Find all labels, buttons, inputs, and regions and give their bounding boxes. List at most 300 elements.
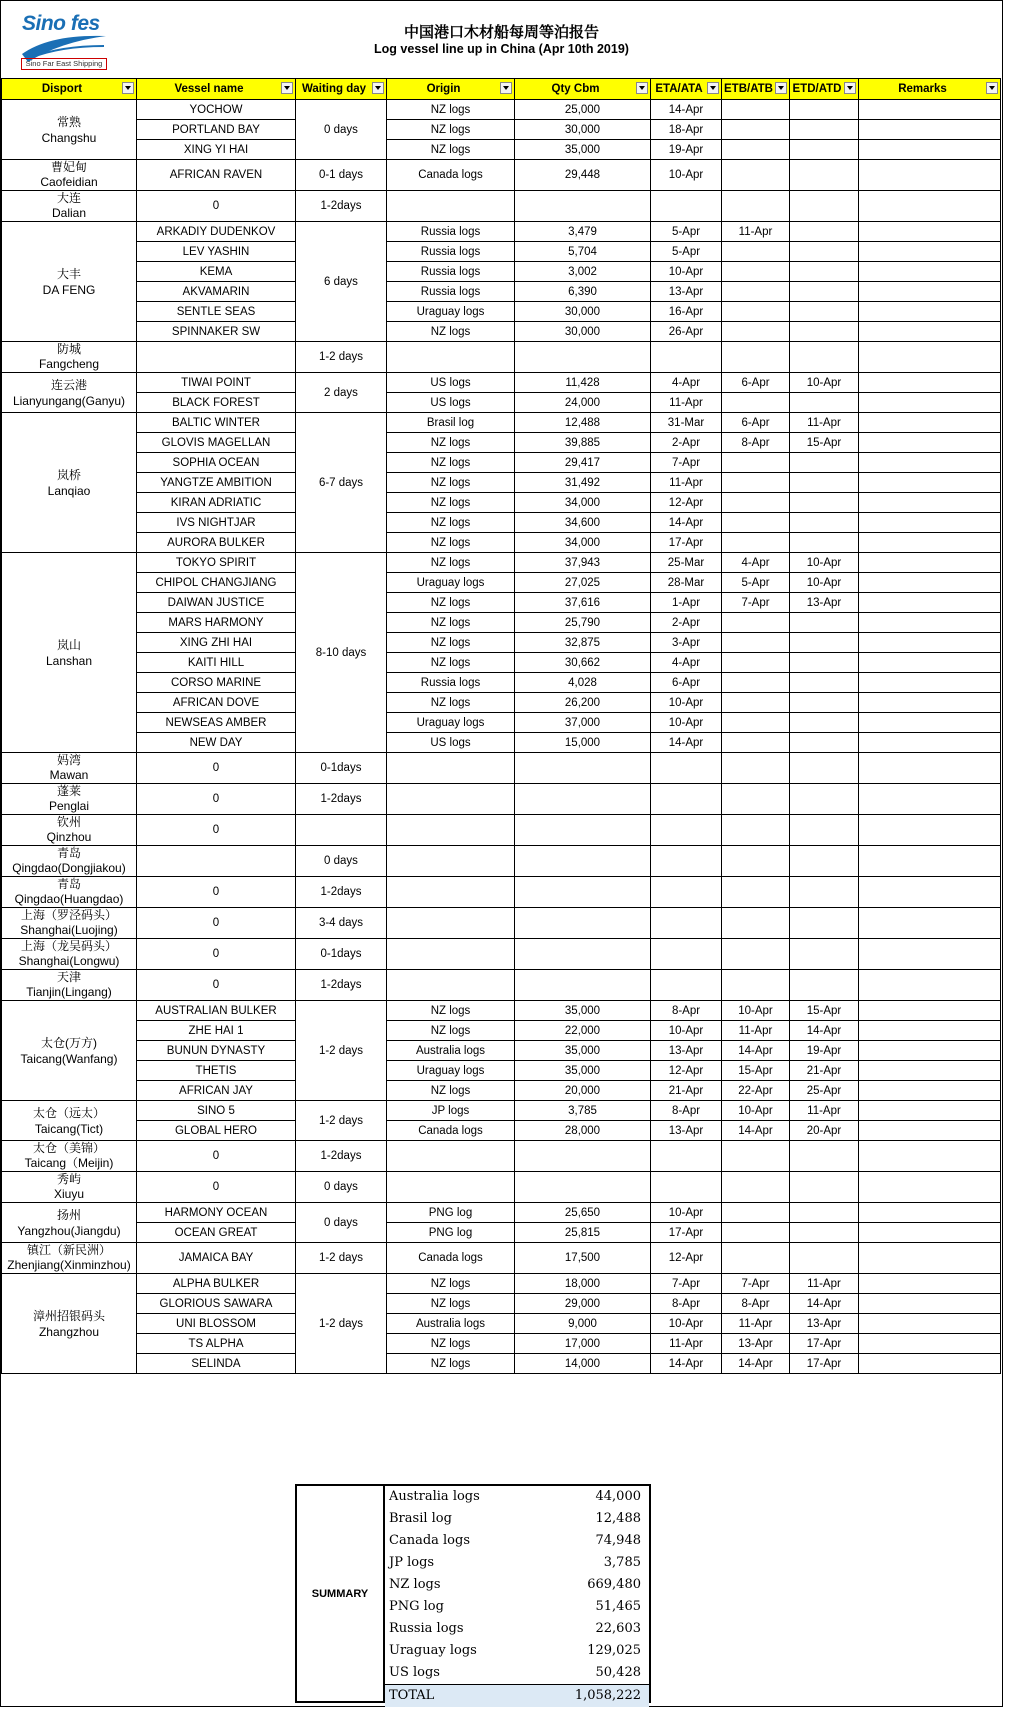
remarks-cell <box>859 1061 1001 1081</box>
eta-cell: 8-Apr <box>651 1001 722 1021</box>
etd-cell <box>790 120 859 140</box>
etb-cell <box>722 322 790 342</box>
etb-cell: 4-Apr <box>722 553 790 573</box>
eta-cell: 14-Apr <box>651 1354 722 1374</box>
etb-cell <box>722 673 790 693</box>
vessel-name-cell: IVS NIGHTJAR <box>137 513 296 533</box>
etb-cell <box>722 393 790 413</box>
etd-cell: 15-Apr <box>790 433 859 453</box>
disport-cell <box>2 1243 137 1274</box>
origin-cell: US logs <box>387 393 515 413</box>
origin-cell <box>387 342 515 373</box>
summary-qty: 74,948 <box>595 1533 641 1548</box>
etb-cell: 10-Apr <box>722 1101 790 1121</box>
vessel-name-cell: YANGTZE AMBITION <box>137 473 296 493</box>
vessel-name-cell: AKVAMARIN <box>137 282 296 302</box>
vessel-name-cell <box>137 342 296 373</box>
waiting-day-cell: 0 days <box>296 846 387 877</box>
origin-cell: JP logs <box>387 1101 515 1121</box>
etd-cell <box>790 713 859 733</box>
etd-cell <box>790 493 859 513</box>
table-row <box>2 393 1001 413</box>
vessel-name-cell: 0 <box>137 191 296 222</box>
eta-cell: 8-Apr <box>651 1101 722 1121</box>
table-row <box>2 846 1001 877</box>
summary-row <box>385 1508 649 1530</box>
vessel-name-cell: KAITI HILL <box>137 653 296 673</box>
origin-cell: Canada logs <box>387 1121 515 1141</box>
vessel-name-cell: AFRICAN RAVEN <box>137 160 296 191</box>
qty-cell: 34,000 <box>515 533 651 553</box>
qty-cell: 31,492 <box>515 473 651 493</box>
remarks-cell <box>859 453 1001 473</box>
remarks-cell <box>859 1243 1001 1274</box>
disport-name-cn: 镇江（新民洲） <box>26 1243 111 1257</box>
filter-dropdown-icon[interactable] <box>372 82 384 94</box>
qty-cell: 17,000 <box>515 1334 651 1354</box>
etd-cell <box>790 191 859 222</box>
table-row <box>2 753 1001 784</box>
eta-cell <box>651 191 722 222</box>
eta-cell: 14-Apr <box>651 513 722 533</box>
vessel-name-cell: AFRICAN JAY <box>137 1081 296 1101</box>
etb-cell: 11-Apr <box>722 1021 790 1041</box>
qty-cell: 3,479 <box>515 222 651 242</box>
vessel-name-cell: SELINDA <box>137 1354 296 1374</box>
disport-name-en: Lanshan <box>45 653 93 668</box>
table-row <box>2 1294 1001 1314</box>
etb-cell <box>722 282 790 302</box>
vessel-name-cell: 0 <box>137 908 296 939</box>
disport-name-cn: 秀屿 <box>56 1172 81 1186</box>
etb-cell: 8-Apr <box>722 1294 790 1314</box>
qty-cell: 30,000 <box>515 302 651 322</box>
table-row <box>2 191 1001 222</box>
etb-cell <box>722 1172 790 1203</box>
table-row <box>2 1081 1001 1101</box>
disport-name-cn: 太仓(万方) <box>41 1035 97 1050</box>
origin-cell: Uraguay logs <box>387 1061 515 1081</box>
table-row <box>2 1141 1001 1172</box>
qty-cell: 37,943 <box>515 553 651 573</box>
remarks-cell <box>859 1081 1001 1101</box>
vessel-name-cell: 0 <box>137 815 296 846</box>
waiting-day-cell: 0-1days <box>296 939 387 970</box>
qty-cell: 25,650 <box>515 1203 651 1223</box>
table-row <box>2 140 1001 160</box>
vessel-name-cell: XING ZHI HAI <box>137 633 296 653</box>
origin-cell: Russia logs <box>387 242 515 262</box>
summary-row <box>385 1662 649 1684</box>
qty-cell: 30,662 <box>515 653 651 673</box>
origin-cell: NZ logs <box>387 120 515 140</box>
etd-cell: 13-Apr <box>790 593 859 613</box>
vessel-name-cell: MARS HARMONY <box>137 613 296 633</box>
eta-cell: 10-Apr <box>651 1203 722 1223</box>
summary-qty: 44,000 <box>595 1489 641 1504</box>
vessel-name-cell: TIWAI POINT <box>137 373 296 393</box>
etd-cell <box>790 282 859 302</box>
vessel-name-cell: DAIWAN JUSTICE <box>137 593 296 613</box>
remarks-cell <box>859 100 1001 120</box>
table-row <box>2 939 1001 970</box>
qty-cell: 3,785 <box>515 1101 651 1121</box>
eta-cell: 17-Apr <box>651 1223 722 1243</box>
disport-name-en: Qinzhou <box>46 830 92 844</box>
disport-name-en: Yangzhou(Jiangdu) <box>17 1223 121 1238</box>
disport-name-cn: 大连 <box>56 191 81 205</box>
waiting-day-cell: 0 days <box>296 1172 387 1203</box>
etb-cell: 14-Apr <box>722 1354 790 1374</box>
eta-cell <box>651 908 722 939</box>
etd-cell <box>790 693 859 713</box>
column-header <box>651 79 722 100</box>
etb-cell: 5-Apr <box>722 573 790 593</box>
disport-name-en: Lianyungang(Ganyu) <box>12 393 126 408</box>
waiting-day-cell: 1-2days <box>296 970 387 1001</box>
filter-dropdown-icon[interactable] <box>844 82 856 94</box>
origin-cell: NZ logs <box>387 693 515 713</box>
etb-cell <box>722 713 790 733</box>
disport-name-en: Lanqiao <box>47 483 91 498</box>
eta-cell: 14-Apr <box>651 733 722 753</box>
eta-cell: 11-Apr <box>651 1334 722 1354</box>
origin-cell: Russia logs <box>387 222 515 242</box>
etb-cell <box>722 493 790 513</box>
etb-cell <box>722 1141 790 1172</box>
origin-cell <box>387 1172 515 1203</box>
disport-name-en: Caofeidian <box>40 175 98 189</box>
remarks-cell <box>859 633 1001 653</box>
eta-cell: 8-Apr <box>651 1294 722 1314</box>
waiting-day-cell: 1-2 days <box>296 1001 387 1101</box>
disport-name-en: Zhenjiang(Xinminzhou) <box>7 1258 131 1272</box>
etb-cell <box>722 302 790 322</box>
etd-cell <box>790 1223 859 1243</box>
filter-dropdown-icon[interactable] <box>707 82 719 94</box>
etb-cell <box>722 970 790 1001</box>
qty-cell: 25,790 <box>515 613 651 633</box>
origin-cell: NZ logs <box>387 593 515 613</box>
eta-cell: 10-Apr <box>651 1314 722 1334</box>
table-row <box>2 1021 1001 1041</box>
qty-cell: 12,488 <box>515 413 651 433</box>
eta-cell: 16-Apr <box>651 302 722 322</box>
remarks-cell <box>859 140 1001 160</box>
remarks-cell <box>859 1203 1001 1223</box>
origin-cell: Russia logs <box>387 673 515 693</box>
origin-cell <box>387 970 515 1001</box>
remarks-cell <box>859 653 1001 673</box>
qty-cell: 3,002 <box>515 262 651 282</box>
remarks-cell <box>859 160 1001 191</box>
remarks-cell <box>859 693 1001 713</box>
remarks-cell <box>859 939 1001 970</box>
eta-cell: 7-Apr <box>651 453 722 473</box>
vessel-name-cell: THETIS <box>137 1061 296 1081</box>
origin-cell: NZ logs <box>387 553 515 573</box>
disport-name-en: Xiuyu <box>53 1187 85 1201</box>
remarks-cell <box>859 713 1001 733</box>
etd-cell <box>790 242 859 262</box>
column-header <box>296 79 387 100</box>
etb-cell: 7-Apr <box>722 593 790 613</box>
remarks-cell <box>859 573 1001 593</box>
origin-cell: NZ logs <box>387 100 515 120</box>
vessel-name-cell: KIRAN ADRIATIC <box>137 493 296 513</box>
disport-cell <box>2 1101 137 1141</box>
origin-cell: NZ logs <box>387 653 515 673</box>
vessel-name-cell: 0 <box>137 1172 296 1203</box>
table-row <box>2 533 1001 553</box>
summary-origin: US logs <box>389 1665 440 1680</box>
etb-cell: 14-Apr <box>722 1121 790 1141</box>
vessel-name-cell: AUSTRALIAN BULKER <box>137 1001 296 1021</box>
table-row <box>2 1243 1001 1274</box>
remarks-cell <box>859 1172 1001 1203</box>
waiting-day-cell: 1-2 days <box>296 1101 387 1141</box>
remarks-cell <box>859 846 1001 877</box>
remarks-cell <box>859 1001 1001 1021</box>
table-row <box>2 473 1001 493</box>
qty-cell <box>515 939 651 970</box>
disport-name-cn: 曹妃甸 <box>50 160 87 174</box>
etd-cell <box>790 453 859 473</box>
eta-cell <box>651 815 722 846</box>
origin-cell: Canada logs <box>387 1243 515 1274</box>
disport-cell <box>2 342 137 373</box>
origin-cell: NZ logs <box>387 1274 515 1294</box>
summary-qty: 129,025 <box>587 1643 641 1658</box>
etb-cell <box>722 1223 790 1243</box>
vessel-name-cell: PORTLAND BAY <box>137 120 296 140</box>
qty-cell: 24,000 <box>515 393 651 413</box>
vessel-name-cell <box>137 846 296 877</box>
qty-cell <box>515 191 651 222</box>
origin-cell: NZ logs <box>387 613 515 633</box>
origin-cell <box>387 191 515 222</box>
etd-cell <box>790 970 859 1001</box>
remarks-cell <box>859 1354 1001 1374</box>
filter-dropdown-icon[interactable] <box>986 82 998 94</box>
eta-cell: 5-Apr <box>651 242 722 262</box>
table-row <box>2 573 1001 593</box>
vessel-name-cell: NEW DAY <box>137 733 296 753</box>
eta-cell: 12-Apr <box>651 1061 722 1081</box>
table-row <box>2 633 1001 653</box>
etd-cell <box>790 815 859 846</box>
remarks-cell <box>859 733 1001 753</box>
etd-cell <box>790 877 859 908</box>
disport-name-en: Mawan <box>49 768 89 782</box>
etb-cell <box>722 1203 790 1223</box>
table-row <box>2 1314 1001 1334</box>
eta-cell: 10-Apr <box>651 262 722 282</box>
table-row <box>2 613 1001 633</box>
qty-cell: 29,417 <box>515 453 651 473</box>
etd-cell <box>790 262 859 282</box>
etb-cell: 7-Apr <box>722 1274 790 1294</box>
table-row <box>2 815 1001 846</box>
qty-cell <box>515 1141 651 1172</box>
summary-row <box>385 1486 649 1508</box>
etd-cell <box>790 753 859 784</box>
table-row <box>2 673 1001 693</box>
table-row <box>2 1334 1001 1354</box>
origin-cell: PNG log <box>387 1223 515 1243</box>
disport-name-cn: 太仓（美锦） <box>32 1141 105 1155</box>
filter-dropdown-icon[interactable] <box>636 82 648 94</box>
disport-name-en: Dalian <box>51 206 87 220</box>
qty-cell: 37,616 <box>515 593 651 613</box>
disport-name-cn: 青岛 <box>56 846 81 860</box>
vessel-name-cell: GLOBAL HERO <box>137 1121 296 1141</box>
disport-cell <box>2 160 137 191</box>
eta-cell: 11-Apr <box>651 473 722 493</box>
vessel-name-cell: 0 <box>137 784 296 815</box>
origin-cell <box>387 753 515 784</box>
etd-cell <box>790 653 859 673</box>
qty-cell: 15,000 <box>515 733 651 753</box>
eta-cell <box>651 846 722 877</box>
table-row <box>2 222 1001 242</box>
remarks-cell <box>859 191 1001 222</box>
etd-cell <box>790 513 859 533</box>
disport-cell <box>2 908 137 939</box>
vessel-name-cell: AURORA BULKER <box>137 533 296 553</box>
origin-cell <box>387 939 515 970</box>
column-header-label: Origin <box>426 83 461 95</box>
disport-name-cn: 漳州招银码头 <box>32 1308 105 1323</box>
eta-cell: 1-Apr <box>651 593 722 613</box>
summary-row <box>385 1530 649 1552</box>
etd-cell <box>790 160 859 191</box>
qty-cell: 18,000 <box>515 1274 651 1294</box>
table-row <box>2 653 1001 673</box>
eta-cell: 4-Apr <box>651 373 722 393</box>
qty-cell: 35,000 <box>515 1001 651 1021</box>
table-row <box>2 282 1001 302</box>
origin-cell <box>387 908 515 939</box>
remarks-cell <box>859 1314 1001 1334</box>
table-row <box>2 373 1001 393</box>
column-header-label: Waiting day <box>301 83 367 95</box>
disport-name-cn: 蓬莱 <box>56 784 81 798</box>
table-row <box>2 242 1001 262</box>
filter-dropdown-icon[interactable] <box>281 82 293 94</box>
summary-total-value: 1,058,222 <box>574 1688 641 1703</box>
vessel-name-cell: AFRICAN DOVE <box>137 693 296 713</box>
vessel-name-cell: ZHE HAI 1 <box>137 1021 296 1041</box>
table-row <box>2 1061 1001 1081</box>
remarks-cell <box>859 613 1001 633</box>
origin-cell <box>387 784 515 815</box>
eta-cell <box>651 1172 722 1203</box>
vessel-name-cell: 0 <box>137 1141 296 1172</box>
table-row <box>2 1121 1001 1141</box>
summary-label: SUMMARY <box>295 1484 385 1703</box>
disport-name-cn: 防城 <box>56 342 81 356</box>
etd-cell: 14-Apr <box>790 1294 859 1314</box>
etb-cell: 6-Apr <box>722 373 790 393</box>
etd-cell <box>790 846 859 877</box>
disport-name-cn: 妈湾 <box>56 753 81 767</box>
waiting-day-cell: 1-2days <box>296 1141 387 1172</box>
eta-cell: 17-Apr <box>651 533 722 553</box>
vessel-name-cell: 0 <box>137 753 296 784</box>
origin-cell: Russia logs <box>387 262 515 282</box>
etd-cell: 25-Apr <box>790 1081 859 1101</box>
filter-dropdown-icon[interactable] <box>775 82 787 94</box>
disport-name-cn: 岚桥 <box>56 467 81 482</box>
qty-cell: 35,000 <box>515 140 651 160</box>
origin-cell: Australia logs <box>387 1314 515 1334</box>
remarks-cell <box>859 242 1001 262</box>
etd-cell <box>790 393 859 413</box>
etb-cell: 22-Apr <box>722 1081 790 1101</box>
filter-dropdown-icon[interactable] <box>122 82 134 94</box>
disport-name-en: Shanghai(Luojing) <box>20 923 118 937</box>
eta-cell: 10-Apr <box>651 693 722 713</box>
disport-name-cn: 钦州 <box>56 815 81 829</box>
qty-cell: 26,200 <box>515 693 651 713</box>
summary-origin: Australia logs <box>389 1489 480 1504</box>
remarks-cell <box>859 433 1001 453</box>
qty-cell <box>515 784 651 815</box>
disport-name-cn: 上海（罗泾码头） <box>20 908 117 922</box>
etd-cell <box>790 100 859 120</box>
origin-cell <box>387 1141 515 1172</box>
summary-origin: Uraguay logs <box>389 1643 477 1658</box>
eta-cell: 5-Apr <box>651 222 722 242</box>
origin-cell: US logs <box>387 373 515 393</box>
waiting-day-cell: 1-2 days <box>296 1274 387 1374</box>
etd-cell <box>790 222 859 242</box>
table-row <box>2 1223 1001 1243</box>
waiting-day-cell: 2 days <box>296 373 387 413</box>
vessel-name-cell: SOPHIA OCEAN <box>137 453 296 473</box>
column-header-label: Remarks <box>898 83 947 95</box>
etb-cell <box>722 533 790 553</box>
origin-cell: NZ logs <box>387 473 515 493</box>
etd-cell <box>790 1141 859 1172</box>
disport-cell <box>2 1001 137 1101</box>
remarks-cell <box>859 302 1001 322</box>
disport-name-en: Zhangzhou <box>38 1324 100 1339</box>
disport-cell <box>2 1203 137 1243</box>
etd-cell: 19-Apr <box>790 1041 859 1061</box>
disport-name-cn: 青岛 <box>56 877 81 891</box>
disport-name-cn: 上海（龙吴码头） <box>20 939 117 953</box>
waiting-day-cell: 8-10 days <box>296 553 387 753</box>
origin-cell: Australia logs <box>387 1041 515 1061</box>
qty-cell: 35,000 <box>515 1041 651 1061</box>
eta-cell: 12-Apr <box>651 493 722 513</box>
column-header <box>859 79 1001 100</box>
origin-cell: NZ logs <box>387 1354 515 1374</box>
vessel-name-cell: SENTLE SEAS <box>137 302 296 322</box>
etb-cell <box>722 140 790 160</box>
table-row <box>2 593 1001 613</box>
etd-cell <box>790 473 859 493</box>
summary-row <box>385 1574 649 1596</box>
origin-cell: US logs <box>387 733 515 753</box>
table-row <box>2 713 1001 733</box>
disport-name-cn: 太仓（远太） <box>32 1105 105 1120</box>
summary-qty: 3,785 <box>603 1555 641 1570</box>
filter-dropdown-icon[interactable] <box>500 82 512 94</box>
remarks-cell <box>859 1041 1001 1061</box>
